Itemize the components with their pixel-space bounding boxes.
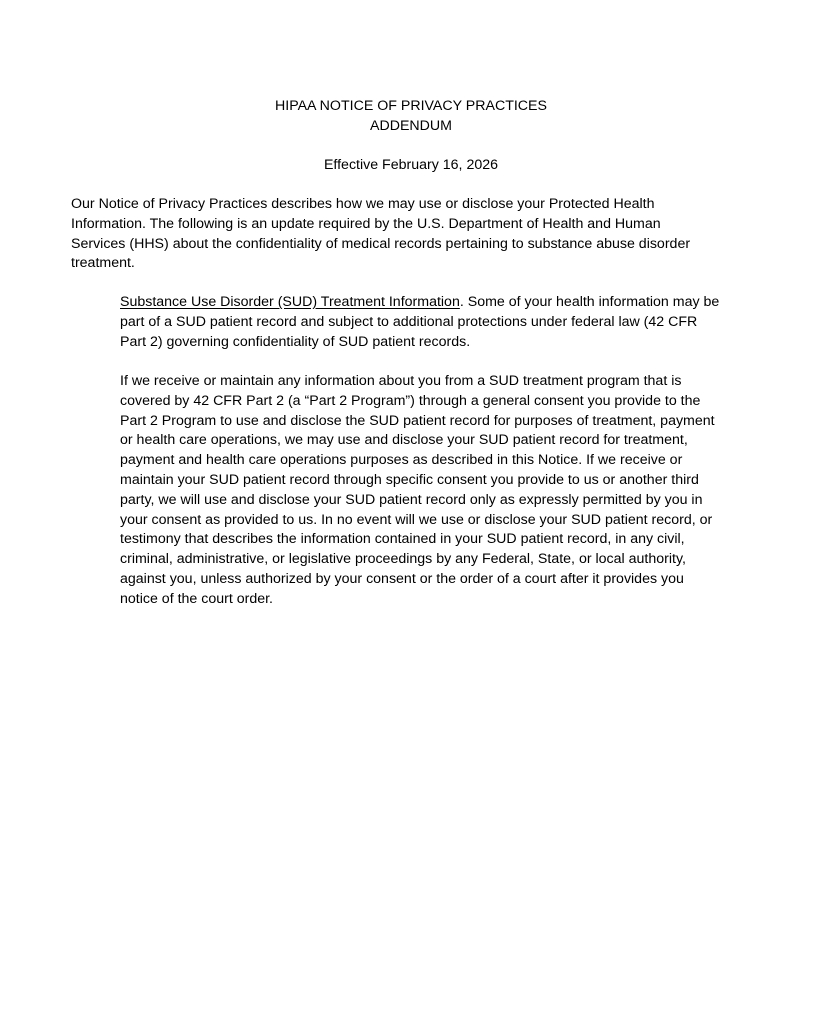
part2-consent-paragraph (120, 372, 750, 610)
sud-section-heading: Substance Use Disorder (SUD) Treatment Information (120, 294, 460, 310)
consent-line: maintain your SUD patient record through specific consent you provide to us or another third (120, 471, 699, 488)
intro-line: Our Notice of Privacy Practices describes how we may use or disclose your Protected Health (71, 196, 655, 212)
effective-date: Effective February 16, 2026 (323, 157, 499, 173)
sud-section-paragraph (120, 293, 750, 352)
title-block (0, 96, 822, 136)
consent-line: your consent as provided to us. In no event will we use or disclose your SUD patient record, or (120, 511, 713, 528)
consent-line: payment and health care operations purposes as described in this Notice. If we receive or (120, 452, 683, 469)
consent-line: Part 2 Program to use and disclose the SUD patient record for purposes of treatment, payment (120, 412, 715, 429)
intro-line: treatment. (71, 255, 135, 272)
intro-line: Services (HHS) about the confidentiality of medical records pertaining to substance abuse disorder (71, 235, 691, 252)
document-title: HIPAA NOTICE OF PRIVACY PRACTICES (275, 98, 547, 114)
consent-line: testimony that describes the information contained in your SUD patient record, in any civil, (120, 531, 685, 548)
sud-line: Part 2) governing confidentiality of SUD patient records. (120, 333, 471, 350)
document-subtitle: ADDENDUM (370, 118, 452, 134)
sud-heading-continuation: . Some of your health information may be (459, 294, 720, 310)
consent-line: notice of the court order. (120, 590, 273, 607)
consent-line: or health care operations, we may use and disclose your SUD patient record for treatment, (120, 432, 688, 449)
consent-line: If we receive or maintain any information about you from a SUD treatment program that is (120, 373, 682, 389)
sud-line: part of a SUD patient record and subject to additional protections under federal law (42 CFR (120, 313, 698, 330)
consent-line: criminal, administrative, or legislative proceedings by any Federal, State, or local authority, (120, 551, 686, 568)
intro-line: Information. The following is an update required by the U.S. Department of Health and Human (71, 215, 661, 232)
consent-line: against you, unless authorized by your consent or the order of a court after it provides you (120, 570, 684, 587)
sud-first-line (120, 293, 750, 313)
consent-line: party, we will use and disclose your SUD patient record only as expressly permitted by you in (120, 491, 703, 508)
consent-line: covered by 42 CFR Part 2 (a “Part 2 Program”) through a general consent you provide to the (120, 392, 701, 409)
intro-paragraph (71, 195, 751, 274)
